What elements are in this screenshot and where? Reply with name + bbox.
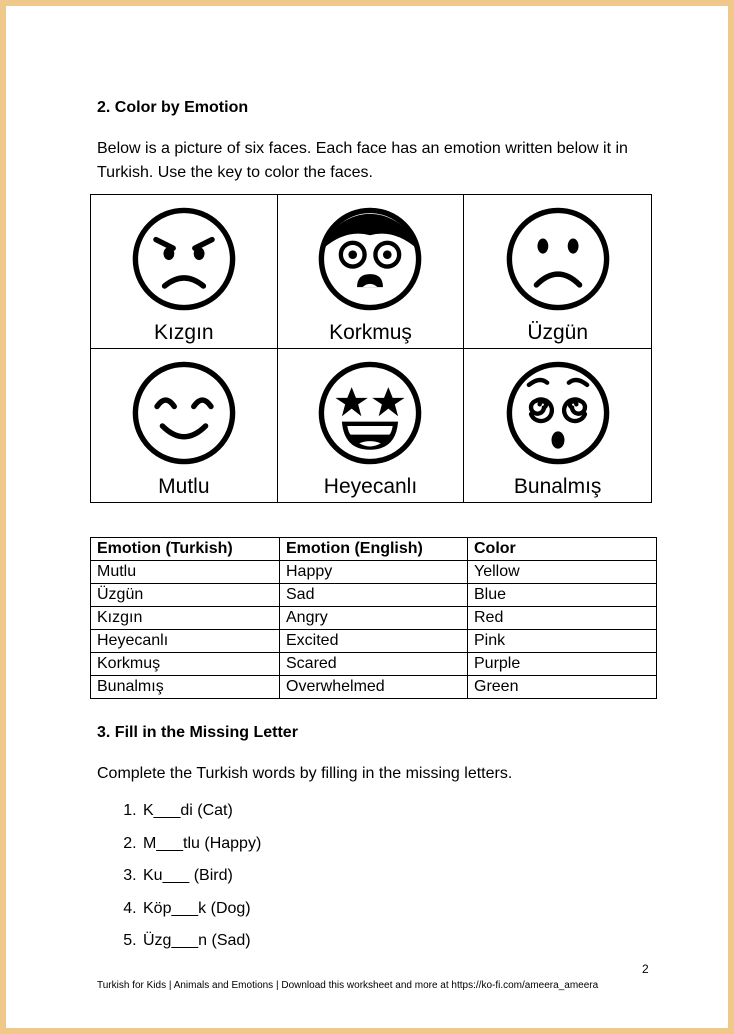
face-cell-sad <box>464 195 651 349</box>
faces-grid <box>90 194 652 503</box>
table-cell: Korkmuş <box>91 653 280 676</box>
table-row <box>91 584 657 607</box>
scared-face-icon <box>316 205 424 313</box>
table-cell: Red <box>468 607 657 630</box>
face-label: Korkmuş <box>329 320 412 344</box>
sad-face-icon <box>504 205 612 313</box>
star-struck-face-icon <box>316 359 424 467</box>
face-label: Kızgın <box>154 320 214 344</box>
section-2-intro: Below is a picture of six faces. Each face has an emotion written below it in Turkish. Use the key to color the faces. <box>97 140 628 181</box>
table-cell: Kızgın <box>91 607 280 630</box>
table-cell: Overwhelmed <box>280 676 468 699</box>
table-cell: Heyecanlı <box>91 630 280 653</box>
face-label: Bunalmış <box>513 475 602 498</box>
table-row <box>91 630 657 653</box>
footer-text: Turkish for Kids | Animals and Emotions | Download this worksheet and more at https://ko-fi.com/ameera_ameera <box>97 980 599 991</box>
face-cell-angry <box>91 195 278 349</box>
list-item: 3. Ku___ (Bird) <box>141 865 261 898</box>
angry-face-icon <box>130 205 238 313</box>
table-cell: Üzgün <box>91 584 280 607</box>
column-header: Emotion (Turkish) <box>91 538 280 561</box>
table-cell: Mutlu <box>91 561 280 584</box>
table-cell: Green <box>468 676 657 699</box>
list-item: 2. M___tlu (Happy) <box>141 833 261 866</box>
face-label: Heyecanlı <box>323 475 418 498</box>
face-cell-scared <box>278 195 465 349</box>
face-label: Üzgün <box>527 320 589 344</box>
emotion-key-table <box>90 537 657 699</box>
section-2-heading: 2. Color by Emotion <box>97 99 249 116</box>
table-cell: Yellow <box>468 561 657 584</box>
dizzy-face-icon <box>504 359 612 467</box>
section-3-intro: Complete the Turkish words by filling in the missing letters. <box>97 765 513 782</box>
table-cell: Happy <box>280 561 468 584</box>
table-cell: Sad <box>280 584 468 607</box>
list-item: 5. Üzg___n (Sad) <box>141 930 261 963</box>
table-row <box>91 676 657 699</box>
table-row <box>91 653 657 676</box>
happy-face-icon <box>130 359 238 467</box>
table-cell: Purple <box>468 653 657 676</box>
face-label: Mutlu <box>158 475 210 498</box>
face-cell-excited <box>278 349 465 503</box>
table-cell: Excited <box>280 630 468 653</box>
section-3-heading: 3. Fill in the Missing Letter <box>97 724 298 741</box>
table-cell: Blue <box>468 584 657 607</box>
list-item: 4. Köp___k (Dog) <box>141 898 261 931</box>
table-cell: Angry <box>280 607 468 630</box>
table-header-row <box>91 538 657 561</box>
page-number: 2 <box>642 962 649 976</box>
table-cell: Pink <box>468 630 657 653</box>
face-cell-happy <box>91 349 278 503</box>
table-cell: Bunalmış <box>91 676 280 699</box>
table-row <box>91 561 657 584</box>
column-header: Emotion (English) <box>280 538 468 561</box>
fill-in-list <box>97 800 261 963</box>
column-header: Color <box>468 538 657 561</box>
table-cell: Scared <box>280 653 468 676</box>
table-row <box>91 607 657 630</box>
list-item: 1. K___di (Cat) <box>141 800 261 833</box>
face-cell-overwhelmed <box>464 349 651 503</box>
